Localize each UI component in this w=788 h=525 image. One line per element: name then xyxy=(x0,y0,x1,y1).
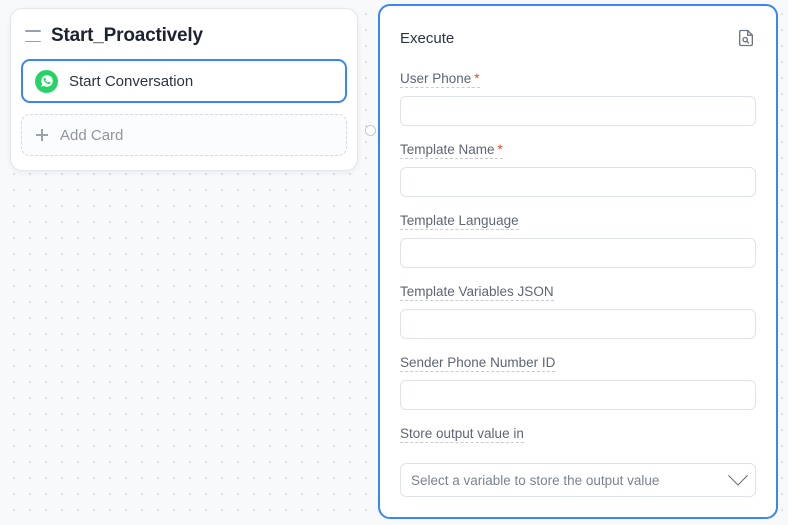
store-output-select-value: Select a variable to store the output value xyxy=(411,472,660,488)
template-name-input[interactable] xyxy=(400,167,756,197)
field-user-phone-label xyxy=(400,71,480,88)
inspector-header xyxy=(400,28,756,48)
required-marker: * xyxy=(474,71,480,86)
field-template-language xyxy=(400,212,756,268)
template-variables-json-input[interactable] xyxy=(400,309,756,339)
flow-node-title: Start_Proactively xyxy=(51,25,203,46)
field-user-phone-label-text: User Phone xyxy=(400,71,472,86)
inspector-panel xyxy=(378,4,778,519)
field-template-name-label xyxy=(400,142,503,159)
field-template-variables-json-label: Template Variables JSON xyxy=(400,284,554,299)
whatsapp-icon xyxy=(35,70,58,93)
field-sender-phone-number-id-label: Sender Phone Number ID xyxy=(400,355,556,370)
inspector-title: Execute xyxy=(400,29,455,47)
plus-icon xyxy=(36,129,48,141)
field-store-output-label: Store output value in xyxy=(400,426,524,441)
field-sender-phone-number-id xyxy=(400,354,756,410)
field-user-phone xyxy=(400,70,756,126)
add-card-button[interactable] xyxy=(21,114,347,156)
field-template-name xyxy=(400,141,756,197)
card-start-conversation-label: Start Conversation xyxy=(69,72,194,90)
drag-handle-icon[interactable] xyxy=(25,30,41,42)
document-search-icon[interactable] xyxy=(736,28,756,48)
required-marker: * xyxy=(497,142,503,157)
add-card-label: Add Card xyxy=(60,126,124,144)
field-store-output xyxy=(400,425,756,497)
card-start-conversation[interactable] xyxy=(21,59,347,103)
template-language-input[interactable] xyxy=(400,238,756,268)
node-connector-dot[interactable] xyxy=(365,125,376,136)
chevron-down-icon xyxy=(728,466,748,486)
flow-node-card[interactable] xyxy=(10,8,358,171)
user-phone-input[interactable] xyxy=(400,96,756,126)
store-output-select[interactable] xyxy=(400,463,756,497)
flow-node-header xyxy=(11,9,357,57)
field-template-language-label: Template Language xyxy=(400,213,519,228)
field-template-name-label-text: Template Name xyxy=(400,142,495,157)
sender-phone-number-id-input[interactable] xyxy=(400,380,756,410)
field-template-variables-json xyxy=(400,283,756,339)
